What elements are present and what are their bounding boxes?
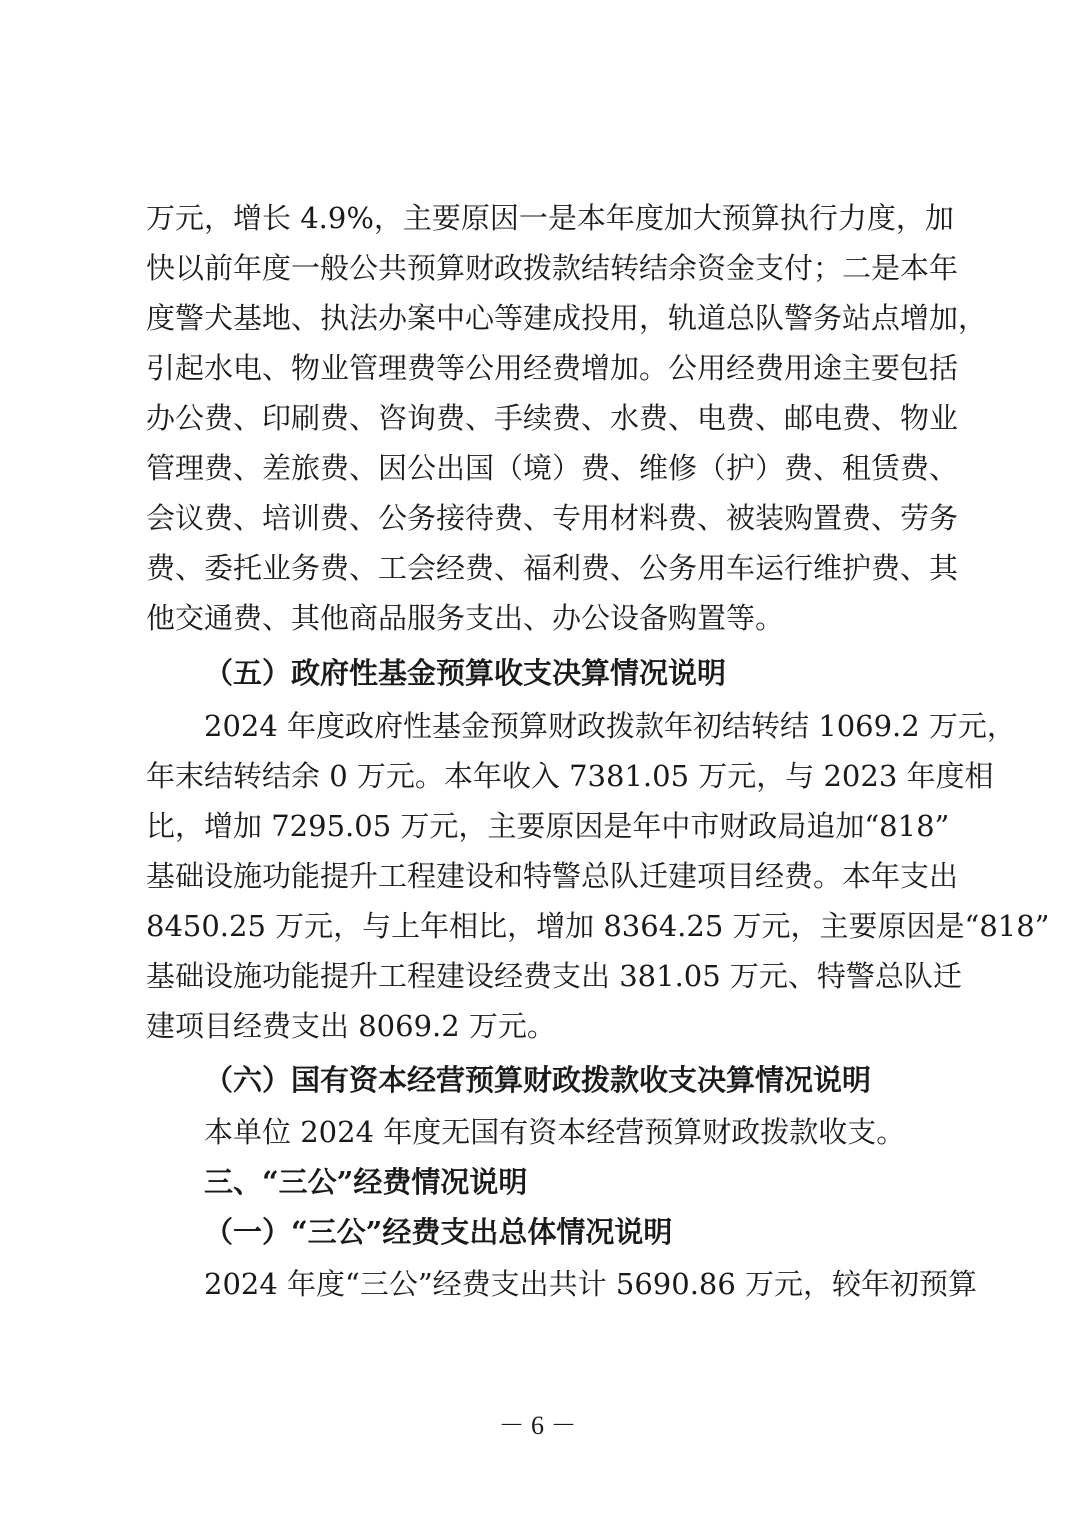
paragraph-line: 基础设施功能提升工程建设和特警总队迁建项目经费。本年支出 [146,859,959,893]
chapter-heading: 三、“三公”经费情况说明 [204,1165,528,1199]
paragraph-line: 2024 年度“三公”经费支出共计 5690.86 万元，较年初预算 [204,1267,978,1301]
paragraph-line: 度警犬基地、执法办案中心等建成投用，轨道总队警务站点增加， [146,301,988,335]
paragraph-line: 快以前年度一般公共预算财政拨款结转结余资金支付；二是本年 [146,251,959,285]
section-heading: （五）政府性基金预算收支决算情况说明 [204,656,727,690]
paragraph-line: 他交通费、其他商品服务支出、办公设备购置等。 [146,601,785,635]
paragraph-line: 2024 年度政府性基金预算财政拨款年初结转结 1069.2 万元， [204,709,1016,743]
paragraph-line: 办公费、印刷费、咨询费、手续费、水费、电费、邮电费、物业 [146,401,959,435]
section-heading: （一）“三公”经费支出总体情况说明 [204,1215,673,1249]
paragraph-line: 管理费、差旅费、因公出国（境）费、维修（护）费、租赁费、 [146,451,959,485]
page-number: － 6 － [498,1411,577,1440]
paragraph-line: 会议费、培训费、公务接待费、专用材料费、被装购置费、劳务 [146,501,959,535]
paragraph-line: 引起水电、物业管理费等公用经费增加。公用经费用途主要包括 [146,351,959,385]
paragraph-line: 建项目经费支出 8069.2 万元。 [146,1009,556,1043]
paragraph-line: 费、委托业务费、工会经费、福利费、公务用车运行维护费、其 [146,551,959,585]
paragraph-line: 年末结转结余 0 万元。本年收入 7381.05 万元，与 2023 年度相 [146,759,994,793]
section-heading: （六）国有资本经营预算财政拨款收支决算情况说明 [204,1063,872,1097]
paragraph-line: 8450.25 万元，与上年相比，增加 8364.25 万元，主要原因是“818” [146,909,1050,943]
paragraph-line: 比，增加 7295.05 万元，主要原因是年中市财政局追加“818” [146,809,950,843]
paragraph-line: 万元，增长 4.9%，主要原因一是本年度加大预算执行力度，加 [146,201,954,235]
paragraph-line: 本单位 2024 年度无国有资本经营预算财政拨款收支。 [204,1115,906,1149]
paragraph-line: 基础设施功能提升工程建设经费支出 381.05 万元、特警总队迁 [146,959,962,993]
